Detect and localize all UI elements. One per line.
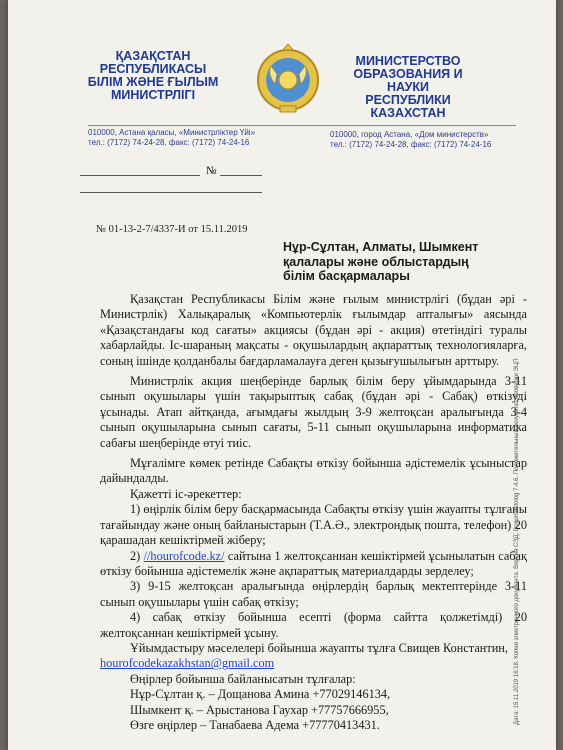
ministry-name-russian <box>333 55 483 120</box>
actions-heading: Қажетті іс-әрекеттер: <box>130 486 242 501</box>
edms-side-note: Дата: 15.11.2019 16:18. Копия электронного документа. Версия СЭД: Documentolog 7.4.6. Положительный результат проверки ЭЦП <box>514 358 520 725</box>
contact-line: Өзге өңірлер – Танабаева Адема +77770413431. <box>130 717 380 732</box>
header-left-line: РЕСПУБЛИКАСЫ <box>99 62 207 76</box>
action-item: 3) 9-15 желтоқсан аралығында өңірлердің барлық мектептерінде 3-11 сынып оқушылары үшін сабақ өткізу; <box>100 579 527 609</box>
header-left-line: ҚАЗАҚСТАН <box>115 49 191 63</box>
responsible-person: Ұйымдастыру мәселелері бойынша жауапты тұлға Свищев Константин, <box>130 640 508 655</box>
header-left-line: БІЛІМ ЖӘНЕ ҒЫЛЫМ <box>87 75 219 89</box>
action-item-text: сайтына 1 желтоқсаннан кешіктірмей ұсынылатын сабақ өткізу бойынша әдістемелік және ақпараттық материалдарды зерделеу; <box>100 548 527 578</box>
addressee-line: Нұр-Сұлтан, Алматы, Шымкент <box>283 240 479 254</box>
address-left <box>88 128 255 148</box>
state-emblem-icon <box>253 44 323 114</box>
body-paragraph: Қазақстан Республикасы Білім және ғылым министрлігі (бұдан әрі - Министрлік) Халықаралық «Компьютерлік ғылымдар апталығы» аясында «Қазақстандағы код сағаты» акциясы (бұдан әрі - акция) өтетіндігі туралы хабарлайды. Іс-шараның мақсаты - оқушылардың ақпараттық технологияларға, соның ішінде қолданбалы бағдарламалауға деген қызығушылығын арттыру. <box>100 292 527 368</box>
header-right-line: КАЗАХСТАН <box>370 106 446 120</box>
header-right-line: МИНИСТЕРСТВО <box>355 54 461 68</box>
header-right-line: РЕСПУБЛИКИ <box>365 93 451 107</box>
ministry-name-kazakh <box>78 50 228 102</box>
hourofcode-link[interactable]: //hourofcode.kz/ <box>143 548 225 563</box>
email-link[interactable]: hourofcodekazakhstan@gmail.com <box>100 656 275 671</box>
address-left-phone: тел.: (7172) 74-24-28, факс: (7172) 74-24-16 <box>88 138 250 147</box>
body-paragraph: Министрлік акция шеңберінде барлық білім беру ұйымдарында 3-11 сынып оқушылары үшін тақырыптық сабақ (бұдан әрі - Сабақ) өткізуді ұсынады. Атап айтқанда, ағымдағы жылдың 3-9 желтоқсан аралығында 3-4 сынып оқушыларына сынып сағаты, 5-11 сынып оқушыларына информатика сабағы шеңберінде өтуі тиіс. <box>100 374 527 450</box>
document-page <box>8 0 556 750</box>
letter-body <box>100 292 527 733</box>
header-left-line: МИНИСТРЛІГІ <box>110 88 196 102</box>
address-right-phone: тел.: (7172) 74-24-28, факс: (7172) 74-24-16 <box>330 140 492 149</box>
outgoing-reference: № 01-13-2-7/4337-И от 15.11.2019 <box>96 224 248 235</box>
header-divider <box>88 125 516 126</box>
address-right-street: 010000, город Астана, «Дом министерств» <box>330 130 489 139</box>
number-sign: № <box>206 165 217 177</box>
action-item <box>100 549 527 580</box>
addressee-line: білім басқармалары <box>283 269 410 283</box>
action-item: 4) сабақ өткізу бойынша есепті (форма сайтта қолжетімді) 20 желтоқсаннан кешіктірмей ұсыну. <box>100 610 527 640</box>
contacts-heading: Өңірлер бойынша байланысатын тұлғалар: <box>130 671 356 686</box>
action-item: 1) өңірлік білім беру басқармасында Сабақты өткізу үшін жауапты тұлғаны тағайындау және оның байланыстарын (Т.А.Ә., электрондық пошта, телефон) 20 қарашадан кешіктірмей жіберу; <box>100 502 527 548</box>
address-right <box>330 130 491 150</box>
addressee-line: қалалары және облыстардың <box>283 254 469 269</box>
address-left-street: 010000, Астана қаласы, «Министрліктер Үйі» <box>88 128 256 137</box>
body-paragraph: Мұғалімге көмек ретінде Сабақты өткізу бойынша әдістемелік ұсыныстар дайындалды. <box>100 456 527 486</box>
addressee-block <box>283 240 523 284</box>
contact-line: Нұр-Сұлтан қ. – Дощанова Амина +77029146134, <box>130 687 391 702</box>
registration-number-line <box>220 175 262 176</box>
registration-number-line <box>80 175 200 176</box>
header-right-line: ОБРАЗОВАНИЯ И НАУКИ <box>353 67 463 94</box>
registration-date-line <box>80 192 262 193</box>
action-item-number: 2) <box>130 548 144 563</box>
contact-line: Шымкент қ. – Арыстанова Гаухар +77757666955, <box>130 702 389 717</box>
